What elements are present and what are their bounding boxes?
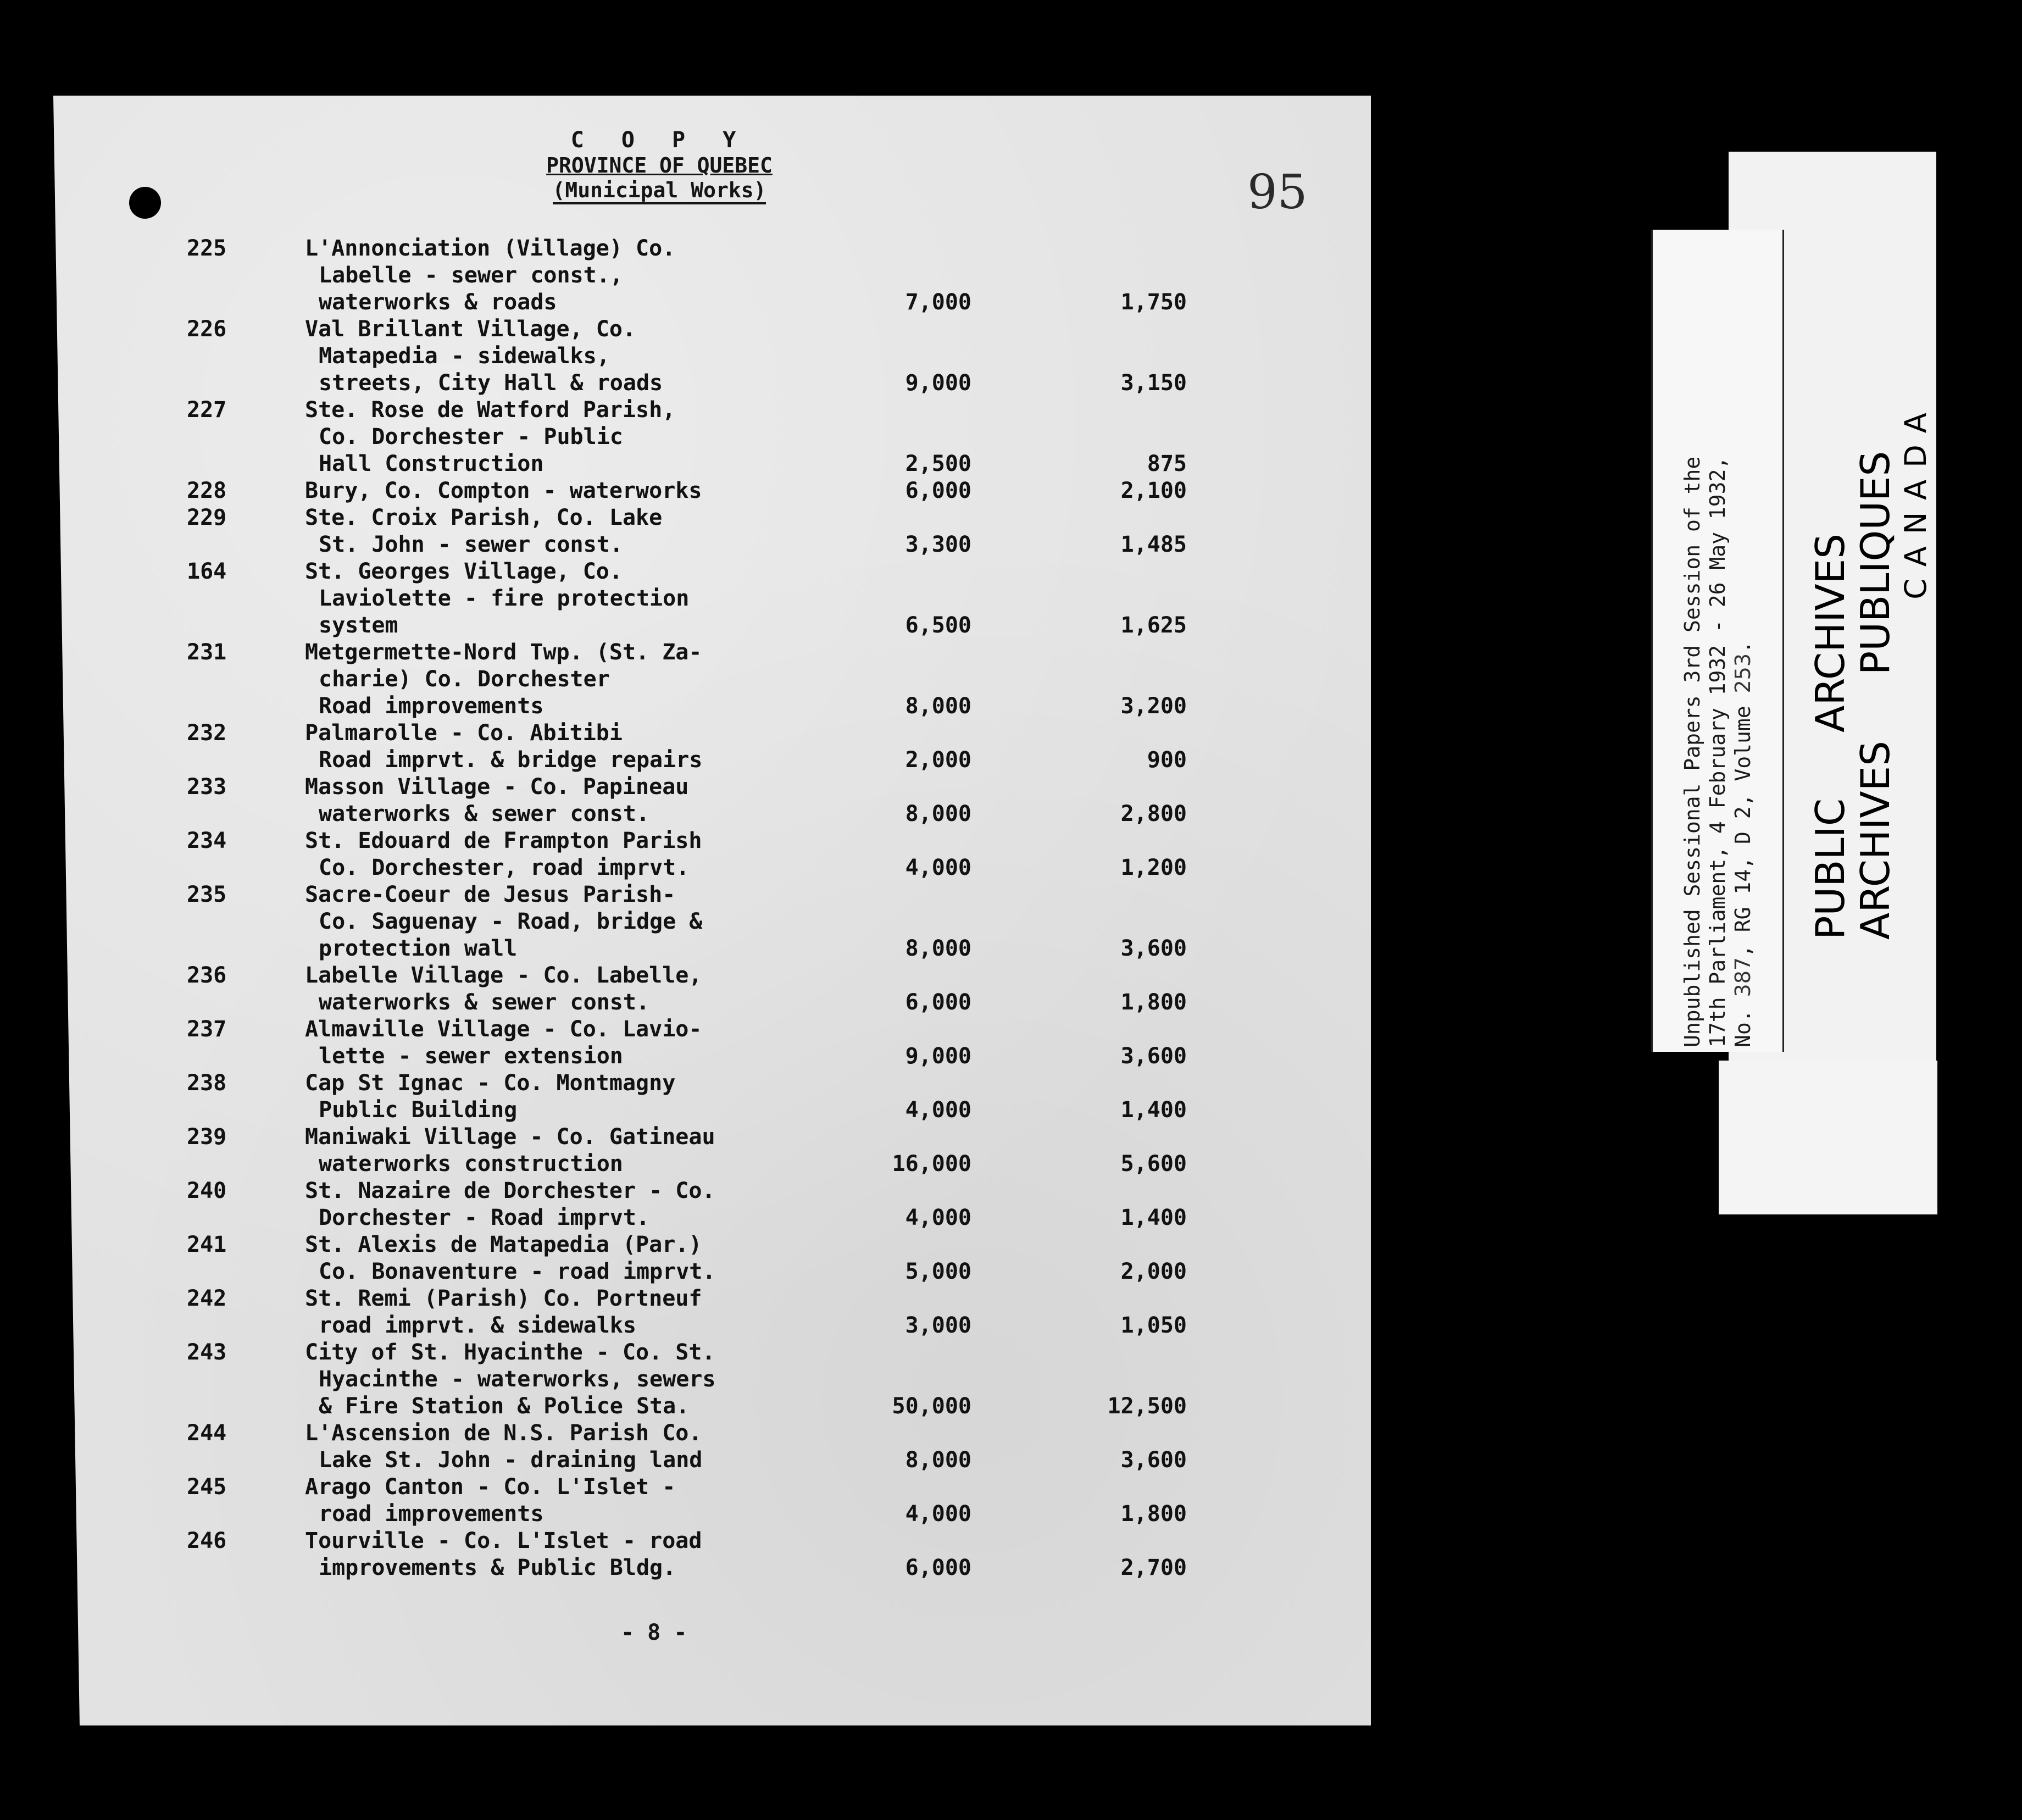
entry-number: 235 [187,882,227,907]
table-row [187,370,1187,397]
entry-grant: 1,625 [1120,613,1187,638]
entry-cost: 8,000 [905,1447,971,1473]
table-row [187,262,1187,289]
entry-description: Labelle - sewer const., [319,263,623,288]
entry-description: Cap St Ignac - Co. Montmagny [305,1070,676,1096]
table-row [187,316,1187,343]
entry-grant: 12,500 [1107,1394,1187,1419]
entry-description: Co. Bonaventure - road imprvt. [319,1259,716,1284]
entry-cost: 16,000 [892,1151,971,1177]
table-row [187,639,1187,666]
entry-number: 243 [187,1340,227,1365]
table-row [187,666,1187,693]
folio-number: 95 [1247,165,1308,220]
entry-grant: 3,150 [1120,370,1187,396]
table-row [187,1258,1187,1285]
table-row [187,1447,1187,1474]
entry-cost: 8,000 [905,801,971,826]
entry-number: 226 [187,317,227,342]
table-entry [187,478,1187,504]
entry-description: road imprvt. & sidewalks [319,1313,636,1338]
table-entry [187,235,1187,316]
table-row [187,881,1187,908]
entry-grant: 2,800 [1120,801,1187,826]
entry-description: waterworks & sewer const. [319,801,650,826]
table-row [187,612,1187,639]
table-row [187,504,1187,531]
entry-number: 233 [187,774,227,800]
table-row [187,1501,1187,1528]
table-row [187,774,1187,801]
stamp-publiques: PUBLIQUES [1852,451,1898,675]
entry-description: St. Georges Village, Co. [305,559,623,584]
entry-grant: 1,200 [1120,855,1187,880]
table-entry [187,316,1187,397]
table-entry [187,1178,1187,1231]
entry-grant: 1,400 [1120,1097,1187,1123]
entry-description: Laviolette - fire protection [319,586,690,611]
entry-description: Ste. Croix Parish, Co. Lake [305,505,663,530]
entry-grant: 3,600 [1120,1447,1187,1473]
entry-description: Matapedia - sidewalks, [319,343,610,369]
table-entry [187,1285,1187,1339]
table-row [187,1339,1187,1366]
label-paper-number: 387 [1731,957,1755,997]
entry-cost: 2,500 [905,451,971,476]
entry-description: lette - sewer extension [319,1044,623,1069]
table-entry [187,558,1187,639]
entry-grant: 3,600 [1120,936,1187,961]
entry-cost: 4,000 [905,1097,971,1123]
entry-description: Palmarolle - Co. Abitibi [305,720,623,746]
table-row [187,989,1187,1016]
entry-cost: 9,000 [905,370,971,396]
entry-grant: 2,100 [1120,478,1187,503]
entry-description: Bury, Co. Compton - waterworks [305,478,702,503]
stamp-archives: ARCHIVES [1807,534,1853,733]
entry-description: L'Annonciation (Village) Co. [305,236,676,261]
entry-description: & Fire Station & Police Sta. [319,1394,690,1419]
table-row [187,451,1187,478]
table-row [187,1124,1187,1151]
table-entry [187,962,1187,1016]
entry-description: L'Ascension de N.S. Parish Co. [305,1421,702,1446]
entry-description: St. Nazaire de Dorchester - Co. [305,1178,715,1203]
entry-number: 227 [187,397,227,423]
entry-number: 234 [187,828,227,853]
table-row [187,1420,1187,1447]
table-row [187,935,1187,962]
table-row [187,289,1187,316]
entry-description: Metgermette-Nord Twp. (St. Za- [305,640,702,665]
province-heading: PROVINCE OF QUEBEC [546,153,773,177]
entry-cost: 4,000 [905,1205,971,1230]
entry-grant: 2,700 [1120,1555,1187,1580]
table-entry [187,828,1187,881]
entry-description: Labelle Village - Co. Labelle, [305,963,702,988]
entry-grant: 1,485 [1120,532,1187,557]
entry-grant: 875 [1147,451,1187,476]
label-no-prefix: No. [1731,997,1755,1047]
copy-heading: C O P Y [570,127,748,153]
entry-description: streets, City Hall & roads [319,370,663,396]
table-row [187,1151,1187,1178]
entry-description: waterworks construction [319,1151,623,1177]
stamp-archives-fr: ARCHIVES [1852,741,1898,940]
entry-cost: 50,000 [892,1394,971,1419]
entry-cost: 9,000 [905,1044,971,1069]
entry-grant: 1,400 [1120,1205,1187,1230]
table-row [187,962,1187,989]
table-entry [187,1016,1187,1070]
table-row [187,801,1187,828]
table-entry [187,504,1187,558]
entry-cost: 3,300 [905,532,971,557]
entry-description: waterworks & sewer const. [319,990,650,1015]
table-entry [187,1231,1187,1285]
entry-grant: 1,050 [1120,1313,1187,1338]
table-row [187,1528,1187,1555]
entry-description: Tourville - Co. L'Islet - road [305,1528,702,1553]
table-row [187,1097,1187,1124]
table-row [187,1205,1187,1231]
entry-grant: 5,600 [1120,1151,1187,1177]
entry-grant: 3,200 [1120,693,1187,719]
table-entry [187,720,1187,774]
archive-label [1651,230,1784,1052]
entry-description: Road improvements [319,693,544,719]
entry-grant: 900 [1147,747,1187,773]
works-heading: (Municipal Works) [553,178,766,204]
entry-description: St. Edouard de Frampton Parish [305,828,702,853]
table-row [187,478,1187,504]
archive-label-line2: 17th Parliament, 4 February 1932 - 26 May 1932, [1706,456,1730,1047]
entry-cost: 6,500 [905,613,971,638]
table-row [187,1285,1187,1312]
entry-number: 231 [187,640,227,665]
entry-grant: 1,800 [1120,1501,1187,1527]
table-row [187,693,1187,720]
entry-description: Co. Dorchester - Public [319,424,623,450]
table-row [187,397,1187,424]
archive-label-text [1680,234,1756,1047]
works-table [187,235,1187,1582]
entry-description: City of St. Hyacinthe - Co. St. [305,1340,715,1365]
entry-cost: 4,000 [905,1501,971,1527]
entry-cost: 6,000 [905,478,971,503]
entry-cost: 6,000 [905,990,971,1015]
document-header [440,127,879,204]
entry-description: Maniwaki Village - Co. Gatineau [305,1124,715,1150]
table-row [187,854,1187,881]
entry-number: 244 [187,1421,227,1446]
table-row [187,1178,1187,1205]
page-number: - 8 - [621,1620,687,1645]
entry-grant: 3,600 [1120,1044,1187,1069]
table-entry [187,639,1187,720]
entry-description: protection wall [319,936,518,961]
table-entry [187,1528,1187,1582]
entry-description: Road imprvt. & bridge repairs [319,747,703,773]
table-row [187,1312,1187,1339]
table-row [187,1366,1187,1393]
table-row [187,585,1187,612]
table-entry [187,1474,1187,1528]
entry-cost: 8,000 [905,693,971,719]
entry-cost: 3,000 [905,1313,971,1338]
table-row [187,1070,1187,1097]
table-row [187,424,1187,451]
table-row [187,908,1187,935]
label-end: . [1731,641,1755,653]
entry-description: Arago Canton - Co. L'Islet - [305,1474,676,1500]
entry-cost: 6,000 [905,1555,971,1580]
entry-number: 164 [187,559,227,584]
table-entry [187,774,1187,828]
archives-stamp [1808,225,1934,940]
entry-description: St. Remi (Parish) Co. Portneuf [305,1286,702,1311]
entry-description: Sacre-Coeur de Jesus Parish- [305,882,676,907]
table-row [187,235,1187,262]
entry-description: system [319,613,398,638]
entry-number: 237 [187,1017,227,1042]
entry-grant: 1,750 [1120,290,1187,315]
entry-description: waterworks & roads [319,290,557,315]
entry-description: Val Brillant Village, Co. [305,317,636,342]
entry-number: 246 [187,1528,227,1553]
entry-cost: 2,000 [905,747,971,773]
entry-number: 238 [187,1070,227,1096]
entry-number: 241 [187,1232,227,1257]
table-row [187,1231,1187,1258]
entry-description: Lake St. John - draining land [319,1447,703,1473]
table-row [187,1016,1187,1043]
entry-description: Co. Saguenay - Road, bridge & [319,909,703,934]
label-volume: 253 [1731,653,1755,693]
table-entry [187,1420,1187,1474]
entry-number: 225 [187,236,227,261]
table-row [187,1393,1187,1420]
table-row [187,558,1187,585]
table-row [187,343,1187,370]
entry-number: 236 [187,963,227,988]
table-entry [187,1124,1187,1178]
label-rg: , RG 14, D 2, Volume [1731,693,1755,957]
entry-description: Almaville Village - Co. Lavio- [305,1017,702,1042]
table-row [187,1043,1187,1070]
entry-description: road improvements [319,1501,544,1527]
table-entry [187,1070,1187,1124]
entry-number: 229 [187,505,227,530]
entry-number: 245 [187,1474,227,1500]
entry-grant: 2,000 [1120,1259,1187,1284]
entry-number: 239 [187,1124,227,1150]
entry-description: Ste. Rose de Watford Parish, [305,397,676,423]
entry-description: improvements & Public Bldg. [319,1555,676,1580]
table-entry [187,397,1187,478]
table-row [187,828,1187,854]
table-row [187,747,1187,774]
entry-description: Public Building [319,1097,518,1123]
entry-description: Hyacinthe - waterworks, sewers [319,1367,716,1392]
entry-cost: 8,000 [905,936,971,961]
table-row [187,531,1187,558]
entry-number: 242 [187,1286,227,1311]
entry-description: St. John - sewer const. [319,532,623,557]
entry-description: Hall Construction [319,451,544,476]
archive-label-line3 [1730,234,1756,1047]
entry-cost: 4,000 [905,855,971,880]
stamp-canada: CANADA [1898,401,1933,600]
archive-card-flap [1719,1061,1937,1214]
table-entry [187,881,1187,962]
entry-description: St. Alexis de Matapedia (Par.) [305,1232,702,1257]
entry-cost: 7,000 [905,290,971,315]
archive-label-line1: Unpublished Sessional Papers 3rd Session of the [1680,456,1704,1047]
table-row [187,1474,1187,1501]
table-row [187,720,1187,747]
table-row [187,1555,1187,1582]
entry-description: Co. Dorchester, road imprvt. [319,855,690,880]
entry-number: 228 [187,478,227,503]
entry-cost: 5,000 [905,1259,971,1284]
table-entry [187,1339,1187,1420]
stamp-public: PUBLIC [1807,798,1853,940]
entry-description: charie) Co. Dorchester [319,667,610,692]
entry-number: 232 [187,720,227,746]
punch-hole [129,187,161,219]
entry-number: 240 [187,1178,227,1203]
entry-grant: 1,800 [1120,990,1187,1015]
entry-description: Masson Village - Co. Papineau [305,774,689,800]
entry-description: Dorchester - Road imprvt. [319,1205,650,1230]
